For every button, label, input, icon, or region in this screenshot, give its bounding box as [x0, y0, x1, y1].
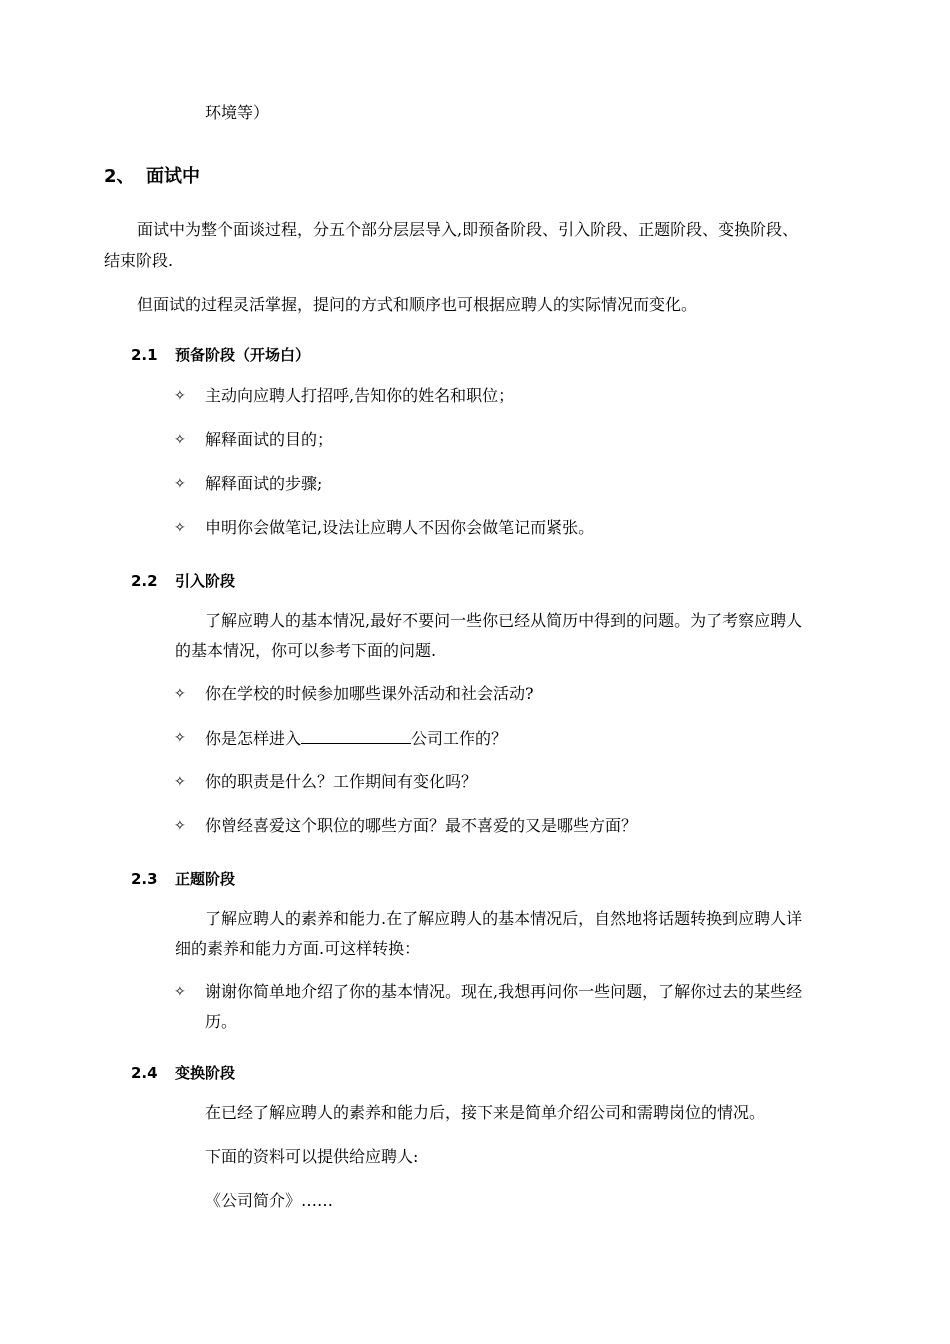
subsection-title: 正题阶段 — [175, 870, 236, 888]
s24-line2: 下面的资料可以提供给应聘人: — [205, 1147, 419, 1166]
bullet-item: 主动向应聘人打招呼,告知你的姓名和职位； — [205, 386, 515, 405]
subsection-number: 2.2 — [131, 572, 158, 590]
section-number: 2、 — [104, 166, 135, 187]
section2-para1-line2: 结束阶段. — [104, 251, 174, 270]
subsection-title: 变换阶段 — [175, 1064, 236, 1082]
four-pointed-star-icon: ✧ — [174, 774, 186, 790]
bullet-text-before-blank: 你是怎样进入 — [205, 729, 302, 748]
subsection-heading-2-1 — [131, 345, 310, 365]
four-pointed-star-icon: ✧ — [174, 432, 186, 448]
bullet-text-after-blank: 公司工作的？ — [411, 729, 508, 748]
bullet-item: 申明你会做笔记,设法让应聘人不因你会做笔记而紧张。 — [205, 518, 595, 537]
bullet-item: 解释面试的目的； — [205, 430, 334, 449]
bullet-item: 你在学校的时候参加哪些课外活动和社会活动? — [205, 684, 534, 703]
subsection-heading-2-4 — [131, 1063, 235, 1083]
s22-intro-line2: 的基本情况，你可以参考下面的问题. — [175, 641, 437, 660]
s24-line1: 在已经了解应聘人的素养和能力后，接下来是简单介绍公司和需聘岗位的情况。 — [205, 1103, 766, 1122]
fill-in-blank-line — [301, 728, 411, 744]
four-pointed-star-icon: ✧ — [174, 730, 186, 746]
subsection-number: 2.3 — [131, 870, 158, 888]
bullet-item: 你曾经喜爱这个职位的哪些方面？最不喜爱的又是哪些方面？ — [205, 816, 638, 835]
bullet-item-line1: 谢谢你简单地介绍了你的基本情况。现在,我想再问你一些问题，了解你过去的某些经 — [205, 982, 803, 1001]
subsection-title: 预备阶段（开场白） — [175, 346, 311, 364]
four-pointed-star-icon: ✧ — [174, 476, 186, 492]
four-pointed-star-icon: ✧ — [174, 818, 186, 834]
subsection-number: 2.4 — [131, 1064, 158, 1082]
subsection-heading-2-2 — [131, 571, 235, 591]
subsection-title: 引入阶段 — [175, 572, 236, 590]
top-fragment: 环境等） — [205, 103, 270, 122]
bullet-item-line2: 历。 — [205, 1012, 238, 1031]
section2-para1-line1: 面试中为整个面谈过程，分五个部分层层导入,即预备阶段、引入阶段、正题阶段、变换阶段、 — [137, 220, 799, 239]
four-pointed-star-icon: ✧ — [174, 388, 186, 404]
section2-para2: 但面试的过程灵活掌握，提问的方式和顺序也可根据应聘人的实际情况而变化。 — [137, 295, 698, 314]
section-heading-2 — [104, 166, 200, 188]
bullet-item: 你的职责是什么？工作期间有变化吗？ — [205, 772, 478, 791]
section-title: 面试中 — [146, 166, 200, 187]
s22-intro-line1: 了解应聘人的基本情况,最好不要问一些你已经从简历中得到的问题。为了考察应聘人 — [205, 611, 803, 630]
four-pointed-star-icon: ✧ — [174, 686, 186, 702]
subsection-number: 2.1 — [131, 346, 158, 364]
s23-intro-line2: 细的素养和能力方面.可这样转换： — [175, 939, 421, 958]
s24-line3: 《公司简介》…… — [205, 1191, 334, 1210]
bullet-item: 解释面试的步骤; — [205, 474, 323, 493]
four-pointed-star-icon: ✧ — [174, 520, 186, 536]
four-pointed-star-icon: ✧ — [174, 984, 186, 1000]
subsection-heading-2-3 — [131, 869, 235, 889]
bullet-item — [205, 728, 507, 749]
s23-intro-line1: 了解应聘人的素养和能力.在了解应聘人的基本情况后，自然地将话题转换到应聘人详 — [205, 909, 803, 928]
